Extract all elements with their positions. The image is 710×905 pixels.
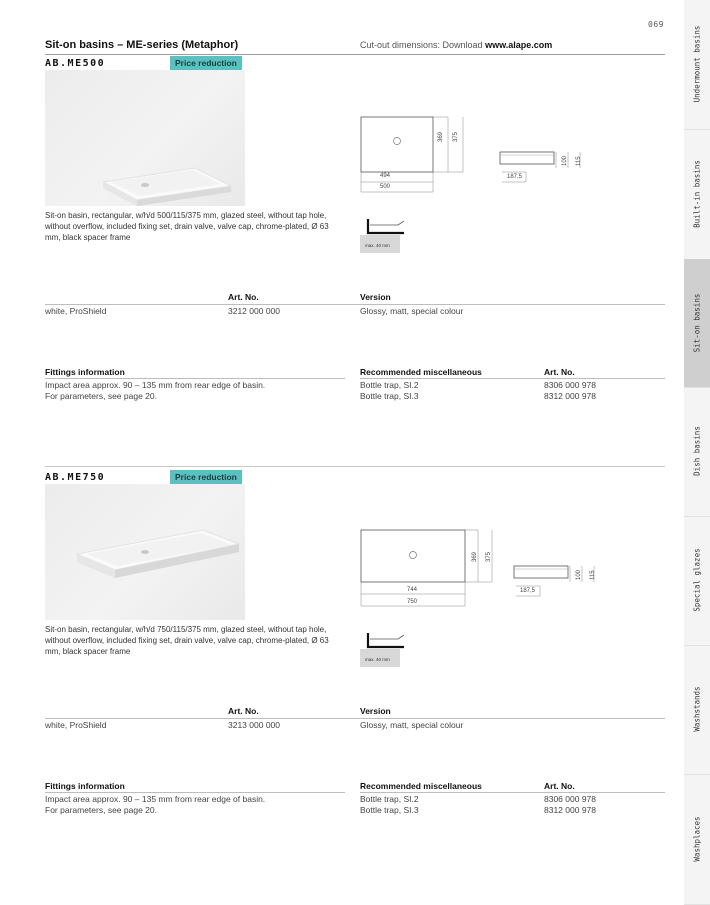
product-code: AB.ME750 xyxy=(45,472,106,483)
misc-item-name: Bottle trap, SI.2 xyxy=(360,794,419,804)
title-divider xyxy=(45,54,665,55)
tab-label: Undermount basins xyxy=(692,25,702,103)
tab-label: Washplaces xyxy=(692,816,702,862)
art-no-header: Art. No. xyxy=(228,706,259,716)
art-no-header: Art. No. xyxy=(228,292,259,302)
misc-rule xyxy=(360,378,665,379)
misc-item-name: Bottle trap, SI.2 xyxy=(360,380,419,390)
tab-label: Special glazes xyxy=(692,548,702,612)
dim-inner-depth: 369 xyxy=(438,131,444,142)
dim-inner-width: 744 xyxy=(407,587,418,593)
dim-inner-width: 494 xyxy=(380,173,391,179)
tab-dish-basins[interactable] xyxy=(684,387,710,517)
tab-undermount-basins[interactable] xyxy=(684,0,710,130)
misc-art-header: Art. No. xyxy=(544,781,575,791)
cutout-note xyxy=(360,40,552,50)
top-view-drawing xyxy=(358,112,478,196)
product-code: AB.ME500 xyxy=(45,58,106,69)
tab-label: Dish basins xyxy=(692,426,702,476)
dim-inner-depth: 369 xyxy=(472,551,478,562)
tab-sit-on-basins[interactable] xyxy=(684,259,710,388)
page-number: 069 xyxy=(648,20,664,29)
top-view-svg xyxy=(358,112,478,196)
finish-cell: white, ProShield xyxy=(45,720,107,730)
basin-photo-illustration xyxy=(45,484,245,620)
fittings-line: For parameters, see page 20. xyxy=(45,805,157,815)
fittings-rule xyxy=(45,792,345,793)
page-title: Sit-on basins – ME-series (Metaphor) xyxy=(45,39,239,51)
price-reduction-badge: Price reduction xyxy=(170,470,242,484)
finish-cell: white, ProShield xyxy=(45,306,107,316)
tab-washstands[interactable] xyxy=(684,645,710,775)
product-photo xyxy=(45,70,245,206)
top-view-drawing xyxy=(358,526,498,610)
misc-item-art: 8306 000 978 xyxy=(544,794,596,804)
dim-offset: 187,5 xyxy=(507,174,523,180)
fittings-line: Impact area approx. 90 – 135 mm from rear edge of basin. xyxy=(45,794,266,804)
version-cell: Glossy, matt, special colour xyxy=(360,306,464,316)
basin-photo-illustration xyxy=(45,70,245,206)
fittings-header: Fittings information xyxy=(45,367,125,377)
dim-outer-depth: 375 xyxy=(453,131,459,142)
art-no-cell: 3213 000 000 xyxy=(228,720,280,730)
product-photo xyxy=(45,484,245,620)
product-description: Sit-on basin, rectangular, w/h/d 500/115/375 mm, glazed steel, without tap hole, without overflow, included fixing set, drain valve, valve cap, chrome-plated, Ø 63 mm, black spacer frame xyxy=(45,211,329,242)
misc-item-art: 8312 000 978 xyxy=(544,391,596,401)
max-thickness-label: max. 40 mm xyxy=(365,243,390,248)
misc-header: Recommended miscellaneous xyxy=(360,781,482,791)
dim-height-outer: 115 xyxy=(576,156,582,166)
section-divider xyxy=(45,466,665,467)
fittings-header: Fittings information xyxy=(45,781,125,791)
version-header: Version xyxy=(360,292,391,302)
max-thickness-label: max. 40 mm xyxy=(365,657,390,662)
tab-label: Sit-on basins xyxy=(692,293,702,353)
tab-washplaces[interactable] xyxy=(684,774,710,905)
misc-art-header: Art. No. xyxy=(544,367,575,377)
product-description: Sit-on basin, rectangular, w/h/d 750/115/375 mm, glazed steel, without tap hole, without overflow, included fixing set, drain valve, valve cap, chrome-plated, Ø 63 mm, black spacer frame xyxy=(45,625,329,656)
cutout-prefix: Cut-out dimensions: Download xyxy=(360,40,486,50)
misc-item-name: Bottle trap, SI.3 xyxy=(360,391,419,401)
misc-rule xyxy=(360,792,665,793)
art-no-cell: 3212 000 000 xyxy=(228,306,280,316)
dim-outer-width: 750 xyxy=(407,599,418,605)
version-cell: Glossy, matt, special colour xyxy=(360,720,464,730)
price-reduction-badge: Price reduction xyxy=(170,56,242,70)
category-sidebar xyxy=(684,0,710,904)
fittings-line: Impact area approx. 90 – 135 mm from rear edge of basin. xyxy=(45,380,266,390)
tab-label: Washstands xyxy=(692,686,702,732)
dim-height-outer: 115 xyxy=(590,570,596,580)
misc-item-name: Bottle trap, SI.3 xyxy=(360,805,419,815)
alape-link[interactable]: www.alape.com xyxy=(485,40,553,50)
fittings-rule xyxy=(45,378,345,379)
version-header: Version xyxy=(360,706,391,716)
misc-header: Recommended miscellaneous xyxy=(360,367,482,377)
table-rule xyxy=(45,304,665,305)
dim-outer-depth: 375 xyxy=(486,551,492,562)
table-rule xyxy=(45,718,665,719)
tab-label: Built-in basins xyxy=(692,160,702,228)
misc-item-art: 8312 000 978 xyxy=(544,805,596,815)
top-view-svg xyxy=(358,526,498,610)
tab-special-glazes[interactable] xyxy=(684,516,710,646)
dim-height-inner: 100 xyxy=(562,155,568,166)
dim-height-inner: 100 xyxy=(576,569,582,580)
dim-outer-width: 500 xyxy=(380,184,391,190)
misc-item-art: 8306 000 978 xyxy=(544,380,596,390)
dim-offset: 187,5 xyxy=(520,588,536,594)
fittings-line: For parameters, see page 20. xyxy=(45,391,157,401)
tab-built-in-basins[interactable] xyxy=(684,129,710,260)
